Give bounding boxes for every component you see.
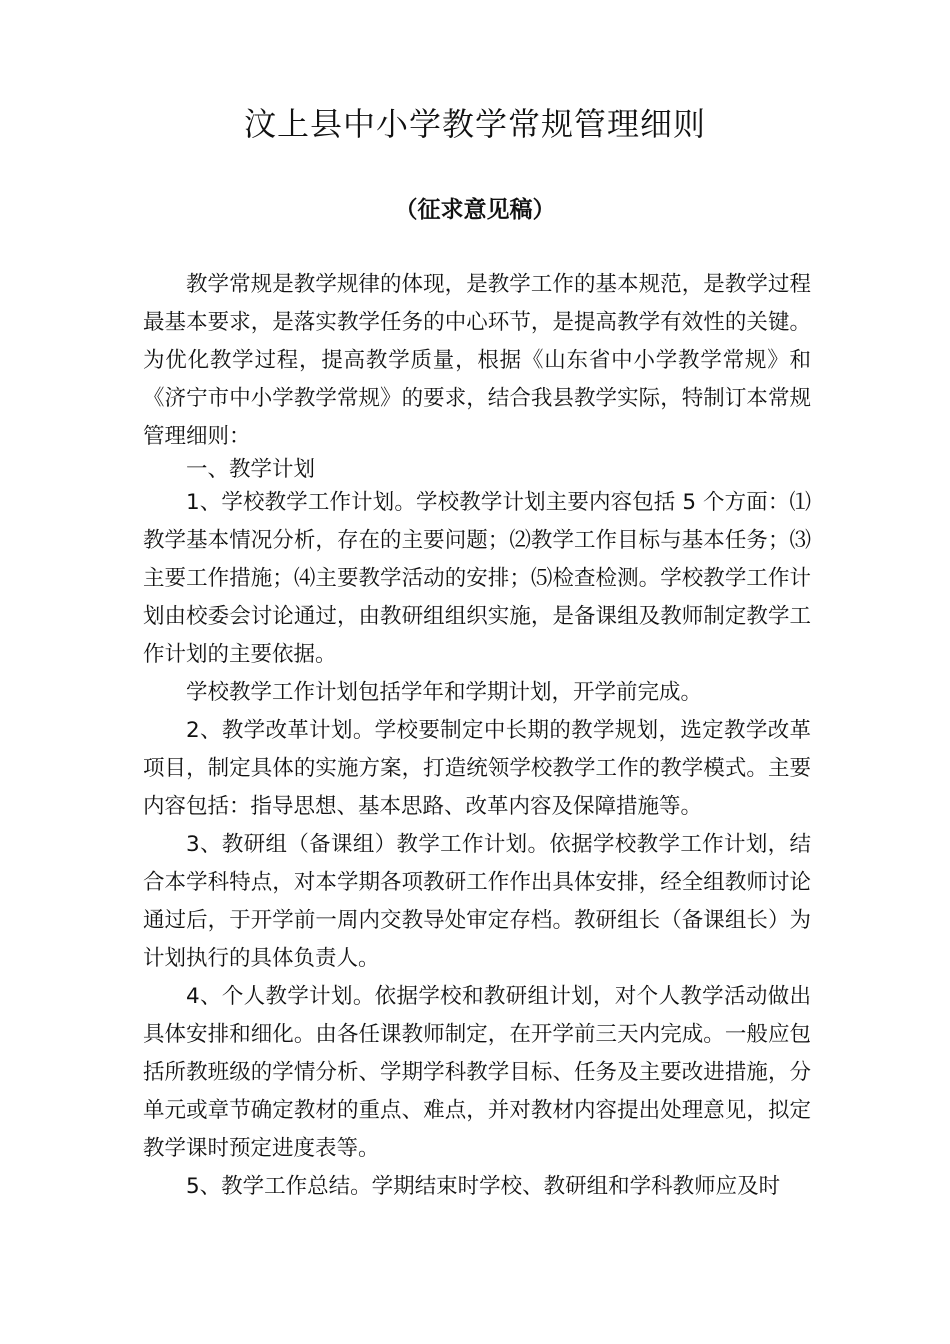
body-paragraph: 4、个人教学计划。依据学校和教研组计划，对个人教学活动做出具体安排和细化。由各任课教师制定，在开学前三天内完成。一般应包括所教班级的学情分析、学期学科教学目标、任务及主要改进措施，分单元或章节确定教材的重点、难点，并对教材内容提出处理意见，拟定教学课时预定进度表等。	[143, 984, 811, 1161]
section-heading: 一、教学计划	[186, 457, 316, 482]
body-paragraph: 2、教学改革计划。学校要制定中长期的教学规划，选定教学改革项目，制定具体的实施方案，打造统领学校教学工作的教学模式。主要内容包括：指导思想、基本思路、改革内容及保障措施等。	[143, 718, 811, 819]
document-title: 汶上县中小学教学常规管理细则	[243, 105, 706, 143]
document-subtitle: （征求意见稿）	[394, 197, 556, 223]
document-body	[143, 266, 811, 1206]
body-paragraph: 1、学校教学工作计划。学校教学计划主要内容包括 5 个方面：⑴教学基本情况分析，存在的主要问题；⑵教学工作目标与基本任务；⑶主要工作措施；⑷主要教学活动的安排；⑸检查检测。学校教学工作计划由校委会讨论通过，由教研组组织实施，是备课组及教师制定教学工作计划的主要依据。	[143, 490, 811, 667]
body-paragraph: 3、教研组（备课组）教学工作计划。依据学校教学工作计划，结合本学科特点，对本学期各项教研工作作出具体安排，经全组教师讨论通过后，于开学前一周内交教导处审定存档。教研组长（备课组长）为计划执行的具体负责人。	[143, 832, 811, 971]
body-paragraph: 学校教学工作计划包括学年和学期计划，开学前完成。	[186, 680, 703, 705]
body-paragraph: 5、教学工作总结。学期结束时学校、教研组和学科教师应及时	[186, 1174, 781, 1199]
intro-paragraph: 教学常规是教学规律的体现，是教学工作的基本规范，是教学过程最基本要求，是落实教学任务的中心环节，是提高教学有效性的关键。为优化教学过程，提高教学质量，根据《山东省中小学教学常规》和《济宁市中小学教学常规》的要求，结合我县教学实际，特制订本常规管理细则：	[143, 272, 811, 449]
